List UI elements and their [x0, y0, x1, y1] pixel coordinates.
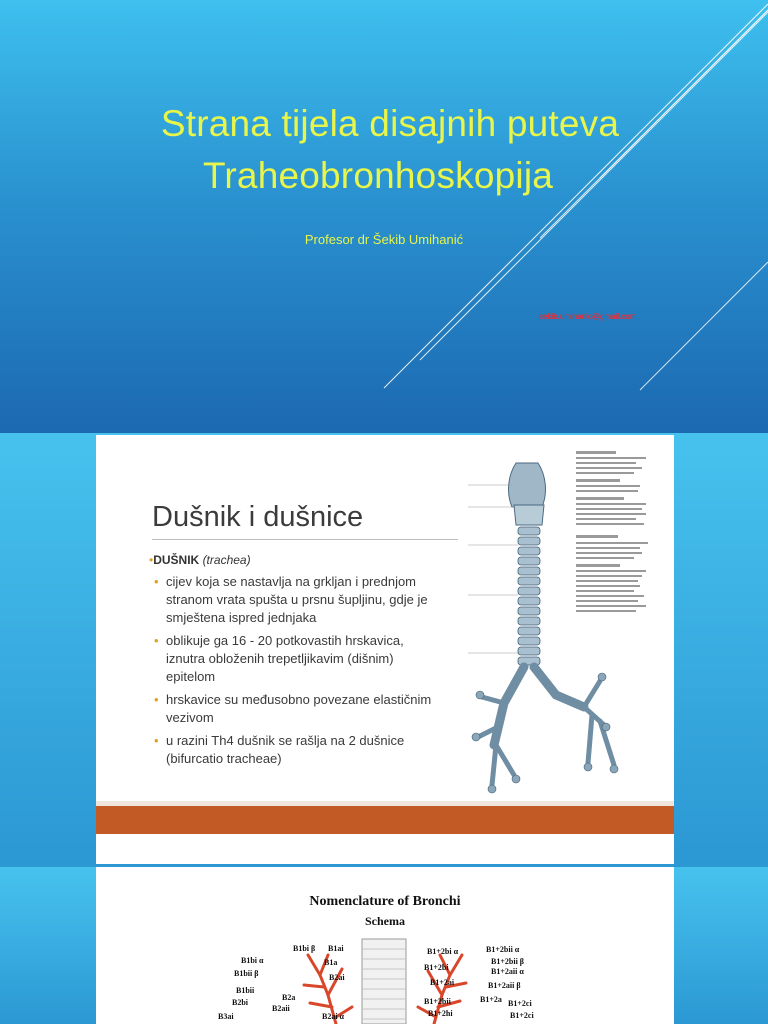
- bronchus-label: B1a: [324, 958, 338, 967]
- bullet-icon: •: [149, 553, 154, 567]
- bronchus-label: B1+2aii β: [488, 981, 521, 990]
- bronchus-label: B2bi: [232, 998, 249, 1007]
- bronchus-label: B1+2ci: [510, 1011, 534, 1020]
- presentation-title: Strana tijela disajnih puteva: [160, 103, 620, 144]
- slide-content-card: [96, 867, 674, 1024]
- bronchus-label: B2aii: [272, 1004, 290, 1013]
- bronchus-label: B1+2hi: [428, 1009, 453, 1018]
- bronchus-label: B2a: [282, 993, 296, 1002]
- bronchus-label: B1bi β: [293, 944, 316, 953]
- bronchus-label: B2ai: [329, 973, 345, 982]
- title-slide[interactable]: [0, 0, 768, 433]
- bronchus-label: B2ai α: [322, 1012, 345, 1021]
- bronchus-label: B1bi α: [241, 956, 264, 965]
- bullet-item: • oblikuje ga 16 - 20 potkovastih hrskavica, iznutra obloženih trepetljikavim (dišnim) epitelom: [154, 632, 444, 686]
- lead-term-name: DUŠNIK: [153, 553, 200, 567]
- bronchi-nomenclature-slide[interactable]: [0, 867, 768, 1024]
- bronchus-label: B3ai: [218, 1012, 234, 1021]
- bronchus-label: B1bii β: [234, 969, 259, 978]
- bullet-item: • hrskavice su međusobno povezane elastičnim vezivom: [154, 691, 444, 727]
- slide-content-card: [96, 435, 674, 864]
- bullet-item: • cijev koja se nastavlja na grkljan i prednjom stranom vrata spušta u prsnu šupljinu, gdje je smještena ispred jednjaka: [154, 573, 444, 627]
- footer-band: [96, 806, 674, 834]
- heading-divider: [152, 539, 458, 540]
- bronchus-label: B1+2aii α: [491, 967, 524, 976]
- lead-term-latin: (trachea): [202, 553, 251, 567]
- bronchus-label: B1bii: [236, 986, 255, 995]
- bronchus-label: B1ai: [328, 944, 344, 953]
- bronchus-label: B1+2ci: [508, 999, 532, 1008]
- bronchus-label: B1+2bii α: [486, 945, 520, 954]
- author-email[interactable]: sekib.umihanic@gmail.com: [539, 312, 637, 321]
- lead-term: [149, 553, 251, 567]
- presentation-subtitle-title: Traheobronhoskopija: [202, 155, 554, 196]
- slide-subheading: Schema: [365, 914, 405, 928]
- author-name: Profesor dr Šekib Umihanić: [304, 232, 464, 247]
- bronchus-label: B1+2ai: [430, 978, 455, 987]
- bronchus-label: B1+2bii: [424, 997, 451, 1006]
- slide-heading: Nomenclature of Bronchi: [309, 894, 461, 909]
- bullet-item: • u razini Th4 dušnik se rašlja na 2 dušnice (bifurcatio tracheae): [154, 732, 444, 768]
- slide-heading: Dušnik i dušnice: [152, 501, 364, 533]
- bronchus-label: B1+2bi α: [427, 947, 459, 956]
- decorative-lines: [0, 0, 768, 433]
- bronchus-label: B1+2a: [480, 995, 502, 1004]
- trachea-slide[interactable]: [0, 433, 768, 867]
- bronchus-label: B1+2bii β: [491, 957, 525, 966]
- bullet-list: [154, 573, 444, 773]
- bronchus-label: B1+2bi: [424, 963, 449, 972]
- bronchi-schema-illustration: [96, 867, 674, 1024]
- trachea-anatomy-illustration: [464, 445, 674, 825]
